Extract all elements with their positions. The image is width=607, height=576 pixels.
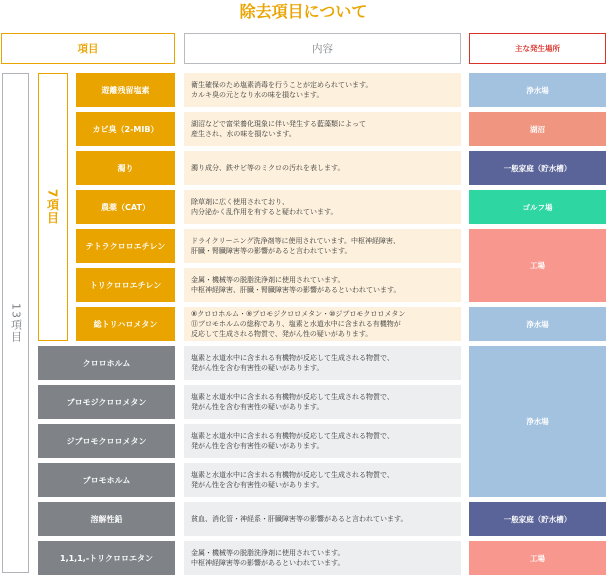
place-badge: 一般家庭（貯水槽） (469, 502, 606, 536)
item-name: 濁り (76, 151, 175, 185)
item-description: ⑧クロロホルム・⑨ブロモジクロロメタン・⑩ジブロモクロロメタン ⑪ブロモホルムの総称であり、塩素と水道水中に含まれる有機物が 反応して生成される物質で、発がん性の疑いがあります。 (184, 307, 461, 341)
item-name: 1,1,1,-トリクロロエタン (38, 541, 175, 575)
item-description: 濁り成分、鉄サビ等のミクロの汚れを表します。 (184, 151, 461, 185)
item-name: 農薬（CAT） (76, 190, 175, 224)
item-name: 遊離残留塩素 (76, 73, 175, 107)
place-badge: 工場 (469, 541, 606, 575)
item-name: 総トリハロメタン (76, 307, 175, 341)
place-badge: 工場 (469, 229, 606, 302)
item-name: クロロホルム (38, 346, 175, 380)
item-description: 湖沼などで富栄養化現象に伴い発生する藍藻類によって 産生され、水の味を損ないます。 (184, 112, 461, 146)
group-13-items (2, 73, 29, 573)
place-badge: 一般家庭（貯水槽） (469, 151, 606, 185)
place-badge: 浄水場 (469, 73, 606, 107)
item-name: テトラクロロエチレン (76, 229, 175, 263)
place-badge: 浄水場 (469, 346, 606, 497)
place-badge: ゴルフ場 (469, 190, 606, 224)
place-badge: 湖沼 (469, 112, 606, 146)
item-name: ブロモジクロロメタン (38, 385, 175, 419)
item-name: カビ臭（2-MIB） (76, 112, 175, 146)
item-name: ブロモホルム (38, 463, 175, 497)
item-name: トリクロロエチレン (76, 268, 175, 302)
page-title: 除去項目について (239, 2, 368, 21)
item-description: 塩素と水道水中に含まれる有機物が反応して生成される物質で、 発がん性を含む有害性の疑いがあります。 (184, 346, 461, 380)
header-item: 項目 (1, 33, 175, 64)
item-description: 金属・機械等の脱脂洗浄剤に使用されています。 中枢神経障害、肝臓・腎臓障害等の影響があるといわれています。 (184, 268, 461, 302)
header-place: 主な発生場所 (469, 33, 606, 64)
group-13-label: 13項目 (9, 303, 23, 343)
item-description: 塩素と水道水中に含まれる有機物が反応して生成される物質で、 発がん性を含む有害性の疑いがあります。 (184, 463, 461, 497)
item-description: 塩素と水道水中に含まれる有機物が反応して生成される物質で、 発がん性を含む有害性の疑いがあります。 (184, 385, 461, 419)
item-name: ジブロモクロロメタン (38, 424, 175, 458)
item-description: 除草剤に広く使用されており、 内分泌かく乱作用を有すると疑われています。 (184, 190, 461, 224)
item-description: 衛生確保のため塩素消毒を行うことが定められています。 カルキ臭の元となり水の味を損ないます。 (184, 73, 461, 107)
place-badge: 浄水場 (469, 307, 606, 341)
header-content: 内容 (184, 33, 461, 64)
group-7-label: 7項目 (45, 189, 60, 225)
item-description: ドライクリーニング洗浄剤等に使用されています。中枢神経障害、 肝臓・腎臓障害等の影響があると言われています。 (184, 229, 461, 263)
item-description: 塩素と水道水中に含まれる有機物が反応して生成される物質で、 発がん性を含む有害性の疑いがあります。 (184, 424, 461, 458)
item-description: 金属・機械等の脱脂洗浄剤に使用されています。 中枢神経障害等の影響があるといわれています。 (184, 541, 461, 575)
item-name: 溶解性鉛 (38, 502, 175, 536)
item-description: 貧血、消化管・神経系・肝臓障害等の影響があると言われています。 (184, 502, 461, 536)
group-7-items (38, 73, 68, 341)
